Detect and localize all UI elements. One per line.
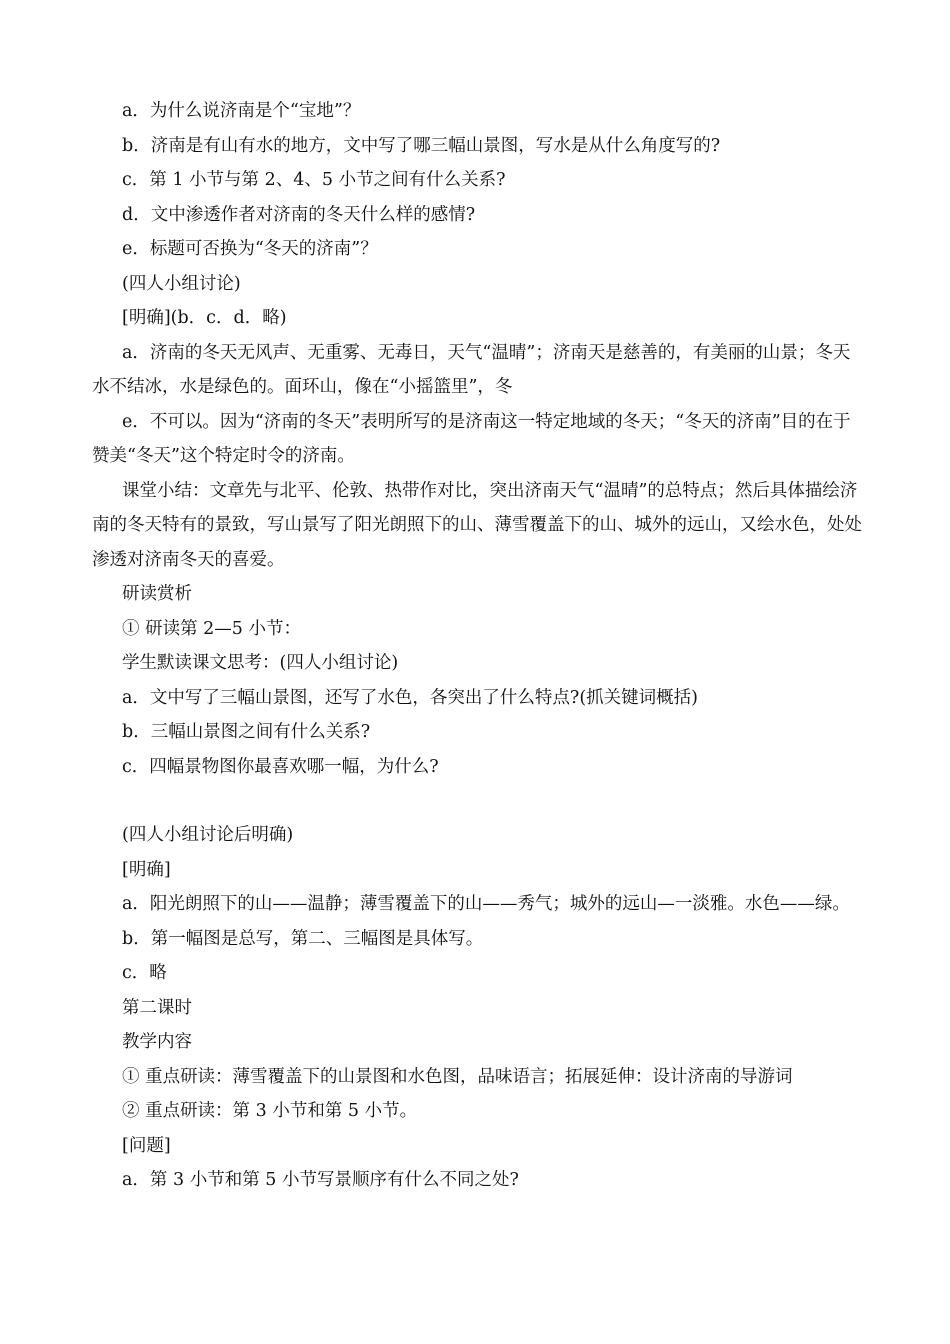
study-answer-c: c．略 (122, 963, 167, 983)
question-a: a．为什么说济南是个“宝地”？ (122, 101, 361, 121)
teaching-item-2: ② 重点研读：第 3 小节和第 5 小节。 (122, 1101, 418, 1121)
clarification-heading-2: [明确] (122, 859, 171, 880)
study-question-c: c．四幅景物图你最喜欢哪一幅，为什么? (122, 756, 439, 777)
blank-line (92, 784, 862, 818)
teaching-content-heading: 教学内容 (122, 1032, 192, 1052)
study-item-1: ① 研读第 2—5 小节： (122, 618, 301, 639)
group-discussion-note: (四人小组讨论) (122, 273, 241, 294)
study-answer-a: a．阳光朗照下的山——温静；薄雪覆盖下的山——秀气；城外的远山—一淡雅。水色——绿。 (122, 894, 850, 914)
question-e: e．标题可否换为“冬天的济南”？ (122, 239, 378, 259)
document-page (92, 94, 862, 1198)
student-reading-prompt: 学生默读课文思考：(四人小组讨论) (122, 653, 399, 673)
study-question-b: b．三幅山景图之间有什么关系? (122, 722, 371, 742)
section-heading-study: 研读赏析 (122, 584, 192, 604)
class-summary: 课堂小结：文章先与北平、伦敦、热带作对比，突出济南天气“温晴”的总特点；然后具体描绘济南的冬天特有的景致，写山景写了阳光朗照下的山、薄雪覆盖下的山、城外的远山，又绘水色，处处渗透对济南冬天的喜爱。 (92, 480, 862, 570)
final-question-a: a．第 3 小节和第 5 小节写景顺序有什么不同之处? (122, 1170, 519, 1190)
question-c: c．第 1 小节与第 2、4、5 小节之间有什么关系? (122, 170, 506, 190)
discussion-clarify-note: (四人小组讨论后明确) (122, 825, 294, 845)
question-d: d．文中渗透作者对济南的冬天什么样的感情? (122, 204, 476, 225)
second-lesson-heading: 第二课时 (122, 997, 192, 1018)
study-question-a: a．文中写了三幅山景图，还写了水色，各突出了什么特点?(抓关键词概括) (122, 687, 698, 708)
question-b: b．济南是有山有水的地方，文中写了哪三幅山景图，写水是从什么角度写的? (122, 135, 721, 156)
answer-a: a．济南的冬天无风声、无重雾、无毒日，天气“温晴”；济南天是慈善的，有美丽的山景；冬天水不结冰，水是绿色的。面环山，像在“小摇篮里”，冬 (92, 342, 851, 397)
clarification-heading: [明确](b．c．d．略) (122, 308, 287, 328)
study-answer-b: b．第一幅图是总写，第二、三幅图是具体写。 (122, 928, 484, 949)
answer-e: e．不可以。因为“济南的冬天”表明所写的是济南这一特定地域的冬天；“冬天的济南”目的在于赞美“冬天”这个特定时令的济南。 (92, 411, 851, 466)
teaching-item-1: ① 重点研读：薄雪覆盖下的山景图和水色图，品味语言；拓展延伸：设计济南的导游词 (122, 1066, 793, 1087)
question-heading: [问题] (122, 1135, 171, 1156)
